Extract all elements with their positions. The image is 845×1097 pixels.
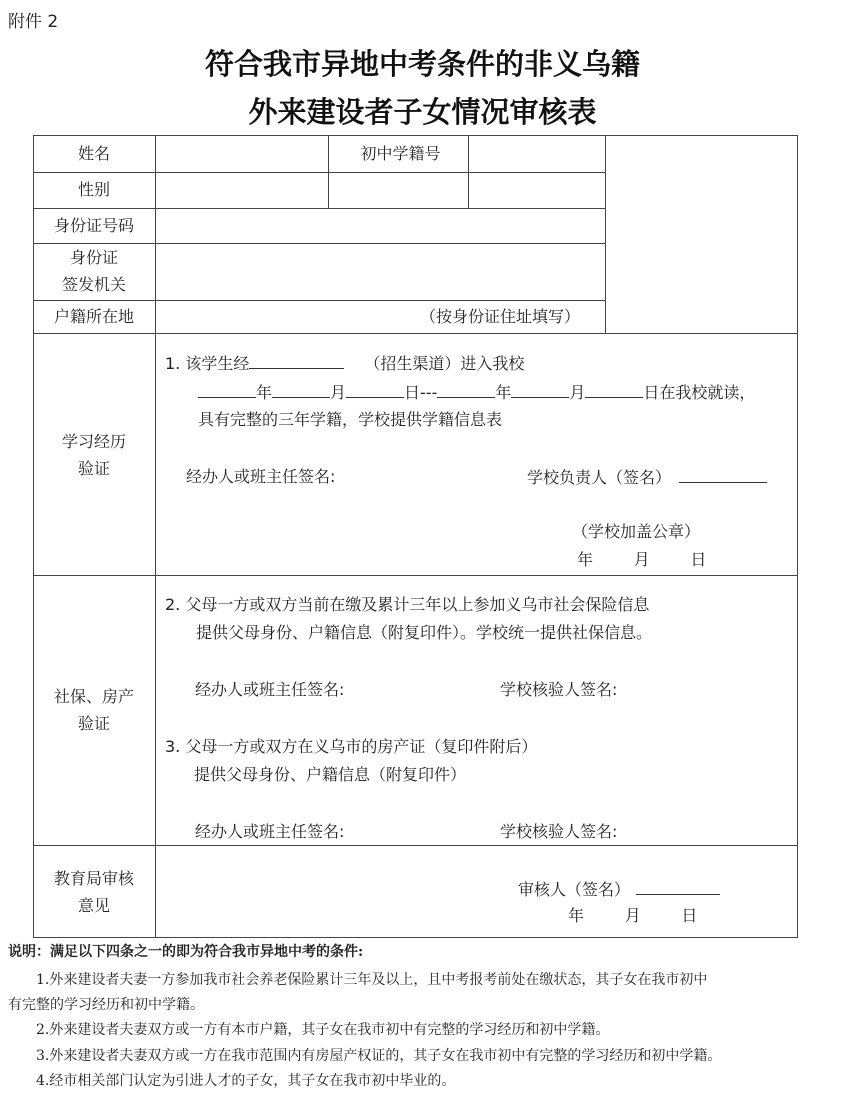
note-item-1-cont: 有完整的学习经历和初中学籍。 [8, 997, 204, 1013]
school-seal: （学校加盖公章） [572, 522, 701, 541]
social-label-1: 社保、房产 [53, 687, 134, 706]
bureau-label-2: 意见 [77, 896, 110, 915]
notes-heading: 说明：满足以下四条之一的即为符合我市异地中考的条件: [8, 944, 364, 960]
item3-checker-signature: 学校核验人签名: [500, 822, 618, 841]
item3-handler-signature: 经办人或班主任签名: [195, 822, 345, 841]
bureau-label-1: 教育局审核 [53, 869, 134, 888]
study-label-1: 学习经历 [61, 432, 126, 451]
student-id-label: 初中学籍号 [360, 144, 441, 163]
study-date-range: 年 月 日--- 年 月 日在我校就读， [198, 382, 755, 403]
item2-line1: 2. 父母一方或双方当前在缴及累计三年以上参加义乌市社会保险信息 [165, 595, 650, 614]
note-item-3: 3.外来建设者夫妻双方或一方在我市范围内有房屋产权证的，其子女在我市初中有完整的学习经历和初中学籍。 [36, 1048, 722, 1064]
note-item-4: 4.经市相关部门认定为引进人才的子女，其子女在我市初中毕业的。 [36, 1073, 456, 1089]
social-label-2: 验证 [77, 714, 110, 733]
study-line1b: （招生渠道）进入我校 [364, 354, 525, 373]
study-label-2: 验证 [77, 459, 110, 478]
reviewer-signature: 审核人（签名） [518, 880, 631, 899]
id-issuer-label-1: 身份证 [69, 248, 118, 267]
page-subtitle: 外来建设者子女情况审核表 [248, 95, 597, 129]
item3-line2: 提供父母身份、户籍信息（附复印件） [194, 765, 467, 784]
attachment-label: 附件 2 [8, 12, 59, 32]
bureau-date: 年 月 日 [568, 906, 698, 925]
hukou-label: 户籍所在地 [53, 307, 134, 326]
item3-line1: 3. 父母一方或双方在义乌市的房产证（复印件附后） [165, 737, 538, 756]
id-number-label: 身份证号码 [53, 216, 134, 235]
gender-label: 性别 [77, 180, 110, 199]
item2-handler-signature: 经办人或班主任签名: [195, 680, 345, 699]
item2-line2: 提供父母身份、户籍信息（附复印件）。学校统一提供社保信息。 [196, 623, 653, 642]
study-line1a: 1. 该学生经 [165, 354, 250, 373]
item2-checker-signature: 学校核验人签名: [500, 680, 618, 699]
study-line3: 具有完整的三年学籍，学校提供学籍信息表 [198, 410, 503, 429]
note-item-1: 1.外来建设者夫妻一方参加我市社会养老保险累计三年及以上，且中考报考前处在缴状态，其子女在我市初中 [36, 972, 708, 988]
principal-signature: 学校负责人（签名） [527, 468, 672, 487]
study-handler-signature: 经办人或班主任签名: [186, 467, 336, 486]
hukou-hint: （按身份证住址填写） [420, 307, 581, 326]
id-issuer-label-2: 签发机关 [61, 275, 126, 294]
name-label: 姓名 [77, 144, 110, 163]
note-item-2: 2.外来建设者夫妻双方或一方有本市户籍，其子女在我市初中有完整的学习经历和初中学籍。 [36, 1022, 610, 1038]
page-title: 符合我市异地中考条件的非义乌籍 [204, 47, 640, 81]
study-date: 年 月 日 [577, 550, 707, 569]
